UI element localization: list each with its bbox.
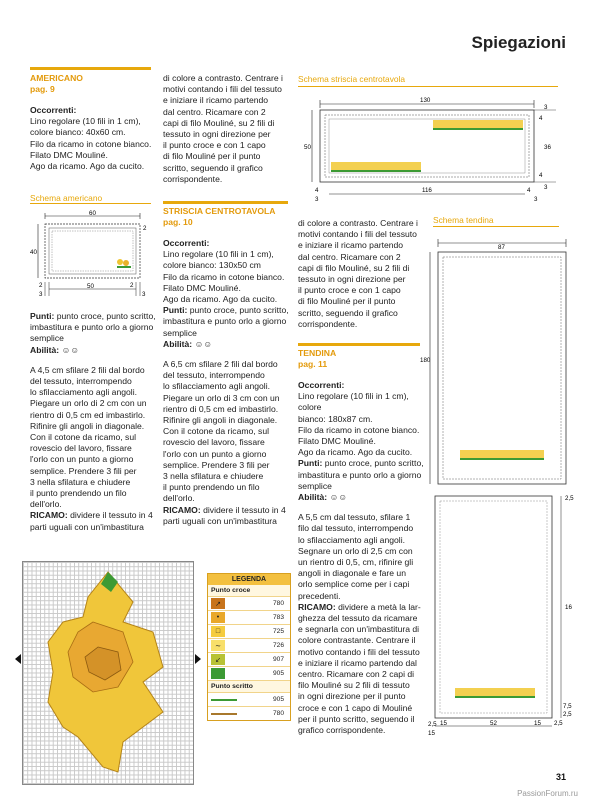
tendina-body-4: un rientro di 0,5, cm, rifinire gli xyxy=(298,557,414,568)
chart-center-marker-left xyxy=(15,654,21,664)
americano-occorrenti-0: Lino regolare (10 fili in 1 cm), xyxy=(30,116,141,127)
americano-body-5: Rifinire gli angoli in diagonale. xyxy=(30,420,145,431)
legend-code: 780 xyxy=(272,710,284,717)
striscia-body-3: Piegare un orlo di 3 cm con un xyxy=(163,392,280,403)
americano-abilita-label: Abilità: xyxy=(30,344,60,355)
striscia-body-5: Rifinire gli angoli in diagonale. xyxy=(163,415,278,426)
col2-line-3: dal centro. Ricamare con 2 xyxy=(163,106,266,117)
tendina-occorrenti-label: Occorrenti: xyxy=(298,380,345,390)
tendina-punti-label: Punti: xyxy=(298,458,323,469)
tendina-punti-1: imbastitura e punto orlo a giorno xyxy=(298,469,422,480)
americano-ricamo-label: RICAMO: xyxy=(30,510,68,521)
section-rule xyxy=(30,67,151,70)
dim-left: 40 xyxy=(30,249,37,256)
tendina-body-1: filo dal tessuto, interrompendo xyxy=(298,523,414,534)
striscia-ricamo-label: RICAMO: xyxy=(163,504,201,515)
legend-swatch xyxy=(211,612,225,623)
schema-striscia-diagram xyxy=(298,92,560,204)
page-number: 31 xyxy=(555,772,566,782)
section-rule-2 xyxy=(163,201,288,204)
striscia-punti-0: punto croce, punto scritto, xyxy=(187,305,289,316)
col2-line-7: di filo Mouliné per il punto xyxy=(163,151,261,162)
striscia-occorrenti-4: Ago da ricamo. Ago da cucito. xyxy=(163,294,278,305)
tendina-page: pag. 11 xyxy=(298,359,328,369)
legend-title: LEGENDA xyxy=(208,574,290,585)
striscia-ricamo-1: parti uguali con un'imbastitura xyxy=(163,515,277,526)
striscia-abilita-label: Abilità: xyxy=(163,338,193,349)
legend-code: 780 xyxy=(272,600,284,607)
col2-line-4: capi di filo Mouliné, su 2 fili di xyxy=(163,117,275,128)
col2-line-1: motivi contando i fili del tessuto xyxy=(163,84,282,95)
americano-section xyxy=(30,73,155,172)
cross-stitch-chart xyxy=(22,561,194,785)
dim-striscia-bottom-mid: 116 xyxy=(422,187,432,194)
tendina-occorrenti-0: Lino regolare (10 fili in 1 cm), colore xyxy=(298,391,409,413)
striscia-occorrenti-label: Occorrenti: xyxy=(163,238,210,248)
dim-tendina2-b-l1: 2,5 xyxy=(428,721,437,728)
americano-body-4: rientro di 0,5 cm ed imbastirlo. xyxy=(30,409,146,420)
dim-striscia-right-b: 4 xyxy=(539,172,543,179)
col3-line-8: scritto, seguendo il grafico xyxy=(298,307,398,318)
legend-code: 783 xyxy=(272,614,284,621)
schema-tendina-diagram-1 xyxy=(420,234,580,489)
col3-line-7: di filo Mouliné per il punto xyxy=(298,296,396,307)
col3-top-text xyxy=(298,218,428,330)
col2-line-2: e iniziare il ricamo partendo xyxy=(163,95,269,106)
tendina-body-6: orlo semplice come per i capi xyxy=(298,579,410,590)
dim-bottom-d: 3 xyxy=(142,291,146,298)
dim-tendina2-b-l-15: 15 xyxy=(440,720,447,727)
tendina-ricamo-10: per il punto scritto, seguendo il xyxy=(298,713,415,724)
schema-tendina-rule xyxy=(433,226,559,227)
americano-body-1: del tessuto, interrompendo xyxy=(30,376,132,387)
tendina-ricamo-9: croce e con 1 capo di Mouliné xyxy=(298,702,413,713)
americano-body-11: il punto prendendo un filo xyxy=(30,488,127,499)
legend-punto-croce: Punto croce xyxy=(208,585,290,596)
col3-line-1: motivi contando i fili del tessuto xyxy=(298,229,417,240)
dim-bottom-b: 2 xyxy=(130,282,134,289)
legend-row xyxy=(208,666,290,680)
tendina-ricamo-8: in ogni direzione per il punto xyxy=(298,691,406,702)
americano-occorrenti-label: Occorrenti: xyxy=(30,105,77,115)
legend-line-swatch xyxy=(211,699,237,701)
americano-body-2: lo sfilacciamento agli angoli. xyxy=(30,387,138,398)
dim-tendina2-b-r1: 15 xyxy=(534,720,541,727)
legend-symbol: ∼ xyxy=(215,642,221,650)
americano-ricamo-0: dividere il tessuto in 4 xyxy=(67,510,153,521)
dim-tendina2-b-r2: 2,5 xyxy=(554,720,563,727)
dim-top: 60 xyxy=(89,210,96,217)
legend-swatch xyxy=(211,654,225,665)
striscia-body-10: 3 nella sfilatura e chiudere xyxy=(163,471,264,482)
tendina-body-0: A 5,5 cm dal tessuto, sfilare 1 xyxy=(298,512,411,523)
americano-occorrenti-3: Filato DMC Mouliné. xyxy=(30,149,108,160)
dim-striscia-right-bottom: 3 xyxy=(544,184,548,191)
col2-line-9: corrispondente. xyxy=(163,173,223,184)
dim-striscia-right-mid: 36 xyxy=(544,144,551,151)
legend-symbol: □ xyxy=(215,628,221,635)
tendina-occorrenti-1: bianco: 180x87 cm. xyxy=(298,413,373,424)
striscia-occorrenti-2: Filo da ricamo in cotone bianco. xyxy=(163,271,285,282)
col3-line-5: tessuto in ogni direzione per xyxy=(298,274,406,285)
tendina-motif xyxy=(460,450,544,460)
dim-striscia-right-a: 4 xyxy=(539,115,543,122)
americano-ricamo-1: parti uguali con un'imbastitura xyxy=(30,521,144,532)
legend-symbol: ↙ xyxy=(215,656,221,664)
tendina-ricamo-7: filo Mouliné su 2 fili di tessuto xyxy=(298,680,410,691)
col2-top-text xyxy=(163,73,293,185)
tendina-ricamo-2: e segnarla con un'imbastitura di xyxy=(298,624,420,635)
striscia-body-2: lo sfilacciamento agli angoli. xyxy=(163,381,271,392)
legend-code: 725 xyxy=(272,628,284,635)
schema-striscia-rule xyxy=(298,86,558,87)
striscia-occorrenti-0: Lino regolare (10 fili in 1 cm), xyxy=(163,249,274,260)
tendina-title: TENDINA xyxy=(298,348,337,358)
tendina-motif-2 xyxy=(455,688,535,698)
striscia-body-1: del tessuto, interrompendo xyxy=(163,370,265,381)
striscia-punti-2: semplice xyxy=(163,327,197,338)
schema-tendina-diagram-2 xyxy=(420,492,585,738)
striscia-punti-1: imbastitura e punto orlo a giorno xyxy=(163,316,287,327)
striscia-abilita-value: ☺☺ xyxy=(194,338,213,349)
striscia-body-4: rientro di 0,5 cm ed imbastirlo. xyxy=(163,403,279,414)
americano-punti-text: punto croce, punto scritto, imbastitura e punto orlo a giorno semplice xyxy=(30,311,156,344)
col3-line-9: corrispondente. xyxy=(298,318,358,329)
col3-line-3: dal centro. Ricamare con 2 xyxy=(298,251,401,262)
col2-line-6: il punto croce e con 1 capo xyxy=(163,140,266,151)
striscia-body-0: A 6,5 cm sfilare 2 fili dal bordo xyxy=(163,359,278,370)
americano-punti-label: Punti: xyxy=(30,311,55,321)
tendina-occorrenti-4: Ago da ricamo. Ago da cucito. xyxy=(298,447,413,458)
legend-code: 907 xyxy=(272,656,284,663)
tendina-ricamo-3: colore contrastante. Centrare il xyxy=(298,635,416,646)
tendina-abilita-value: ☺☺ xyxy=(329,492,348,503)
schema-tendina-label: Schema tendina xyxy=(433,215,494,225)
tendina-body-3: Segnare un orlo di 2,5 cm con xyxy=(298,545,413,556)
daffodil-motif-icon xyxy=(117,259,131,268)
legend-punto-scritto: Punto scritto xyxy=(208,680,290,692)
americano-body-3: Piegare un orlo di 2 cm con un xyxy=(30,398,147,409)
legend-row xyxy=(208,652,290,666)
legend-swatch xyxy=(211,640,225,651)
americano-occorrenti-2: Filo da ricamo in cotone bianco. xyxy=(30,138,152,149)
legend-code: 905 xyxy=(272,670,284,677)
striscia-motif-top xyxy=(433,120,523,130)
americano-body-10: 3 nella sfilatura e chiudere xyxy=(30,476,131,487)
dim-striscia-top: 130 xyxy=(420,97,431,104)
tendina-occorrenti-2: Filo da ricamo in cotone bianco. xyxy=(298,424,420,435)
striscia-motif-bottom xyxy=(331,162,421,172)
striscia-body-8: l'orlo con un punto a giorno xyxy=(163,448,267,459)
americano-body-9: semplice. Prendere 3 fili per xyxy=(30,465,137,476)
legend-row xyxy=(208,692,290,706)
dim-bottom-mid: 50 xyxy=(87,283,94,290)
legend-row xyxy=(208,624,290,638)
tendina-body-7: precedenti. xyxy=(298,590,341,601)
dim-tendina2-r-top: 2,5 xyxy=(565,495,574,502)
striscia-page: pag. 10 xyxy=(163,217,193,227)
schema-rule xyxy=(30,203,151,204)
tendina-ricamo-4: motivo contando i fili del tessuto xyxy=(298,646,420,657)
tendina-body-5: angoli in diagonale e fare un xyxy=(298,568,406,579)
section-rule-3 xyxy=(298,343,420,346)
tendina-punti-0: punto croce, punto scritto, xyxy=(322,458,424,469)
striscia-section xyxy=(163,206,295,527)
dim-tendina2-r-mid: 16 xyxy=(565,604,572,611)
tendina-ricamo-6: centro. Ricamare con 2 capi di xyxy=(298,669,415,680)
striscia-body-7: rovescio del lavoro, fissare xyxy=(163,437,265,448)
legend-row xyxy=(208,638,290,652)
americano-page: pag. 9 xyxy=(30,84,55,94)
tendina-abilita-label: Abilità: xyxy=(298,492,328,503)
col3-line-4: capi di filo Mouliné, su 2 fili di xyxy=(298,262,410,273)
tendina-body-2: lo sfilacciamento agli angoli. xyxy=(298,534,406,545)
dim-striscia-bottom-l1: 4 xyxy=(315,187,319,194)
page-title: Spiegazioni xyxy=(471,33,566,52)
dim-tendina2-r-b1: 7,5 xyxy=(563,703,572,710)
col3-line-2: e iniziare il ricamo partendo xyxy=(298,240,404,251)
tendina-section xyxy=(298,348,430,736)
schema-americano-diagram xyxy=(30,210,155,300)
americano-body-12: dell'orlo. xyxy=(30,499,62,510)
dim-striscia-bottom-r1: 4 xyxy=(527,187,531,194)
americano-body-6: Con il cotone da ricamo, sul xyxy=(30,432,137,443)
striscia-occorrenti-3: Filato DMC Mouliné. xyxy=(163,282,241,293)
striscia-body-12: dell'orlo. xyxy=(163,493,195,504)
dim-tendina-left: 180 xyxy=(420,357,431,364)
striscia-body-6: Con il cotone da ricamo, sul xyxy=(163,426,270,437)
dim-right: 2 xyxy=(143,225,147,232)
americano-body-0: A 4,5 cm sfilare 2 fili dal bordo xyxy=(30,364,145,375)
tendina-ricamo-11: grafico corrispondente. xyxy=(298,725,386,736)
legend-row xyxy=(208,610,290,624)
dim-striscia-bottom-r2: 3 xyxy=(534,196,538,203)
col2-line-5: tessuto in ogni direzione per xyxy=(163,129,271,140)
striscia-title: STRISCIA CENTROTAVOLA xyxy=(163,206,276,216)
americano-title: AMERICANO xyxy=(30,73,83,83)
dim-striscia-right-top: 3 xyxy=(544,104,548,111)
tendina-punti-2: semplice xyxy=(298,480,332,491)
dim-bottom-a: 2 xyxy=(39,282,43,289)
legend-swatch xyxy=(211,598,225,609)
tendina-ricamo-0: dividere a metà la lar- xyxy=(335,601,421,612)
col2-line-0: di colore a contrasto. Centrare i xyxy=(163,73,283,83)
striscia-ricamo-0: dividere il tessuto in 4 xyxy=(200,504,286,515)
daffodil-chart-icon xyxy=(23,562,193,784)
schema-striscia-label: Schema striscia centrotavola xyxy=(298,74,406,84)
striscia-occorrenti-1: colore bianco: 130x50 cm xyxy=(163,260,261,271)
striscia-body-9: semplice. Prendere 3 fili per xyxy=(163,459,270,470)
watermark: PassionForum.ru xyxy=(517,789,578,798)
dim-tendina2-b-mid: 52 xyxy=(490,720,497,727)
legend-line-swatch xyxy=(211,713,237,715)
tendina-occorrenti-3: Filato DMC Mouliné. xyxy=(298,436,376,447)
col3-line-0: di colore a contrasto. Centrare i xyxy=(298,218,418,228)
legend-row xyxy=(208,596,290,610)
legend-row xyxy=(208,706,290,720)
tendina-ricamo-5: e iniziare il ricamo partendo dal xyxy=(298,657,417,668)
legend-box xyxy=(207,573,291,721)
striscia-punti-label: Punti: xyxy=(163,305,188,316)
schema-americano-label: Schema americano xyxy=(30,193,103,203)
col3-line-6: il punto croce e con 1 capo xyxy=(298,285,401,296)
americano-abilita-value: ☺☺ xyxy=(61,344,80,355)
americano-body xyxy=(30,311,158,533)
americano-occorrenti-1: colore bianco: 40x60 cm. xyxy=(30,127,126,138)
legend-code: 726 xyxy=(272,642,284,649)
dim-striscia-bottom-l2: 3 xyxy=(315,196,319,203)
dim-tendina-top: 87 xyxy=(498,244,505,251)
legend-swatch xyxy=(211,626,225,637)
dim-striscia-left: 50 xyxy=(304,144,311,151)
chart-center-marker-right xyxy=(195,654,201,664)
americano-body-8: l'orlo con un punto a giorno xyxy=(30,454,134,465)
dim-bottom-c: 3 xyxy=(39,291,43,298)
tendina-ricamo-label: RICAMO: xyxy=(298,601,336,612)
legend-code: 905 xyxy=(272,696,284,703)
tendina-ricamo-1: ghezza del tessuto da ricamare xyxy=(298,613,418,624)
col2-line-8: scritto, seguendo il grafico xyxy=(163,162,263,173)
americano-body-7: rovescio del lavoro, fissare xyxy=(30,443,132,454)
legend-symbol: • xyxy=(216,614,220,621)
dim-tendina2-r-b2: 2,5 xyxy=(563,711,572,718)
americano-occorrenti-4: Ago da ricamo. Ago da cucito. xyxy=(30,161,145,172)
legend-swatch xyxy=(211,668,225,679)
striscia-body-11: il punto prendendo un filo xyxy=(163,482,260,493)
legend-symbol: ↗ xyxy=(215,600,221,608)
dim-tendina2-b-l2: 15 xyxy=(428,730,435,737)
